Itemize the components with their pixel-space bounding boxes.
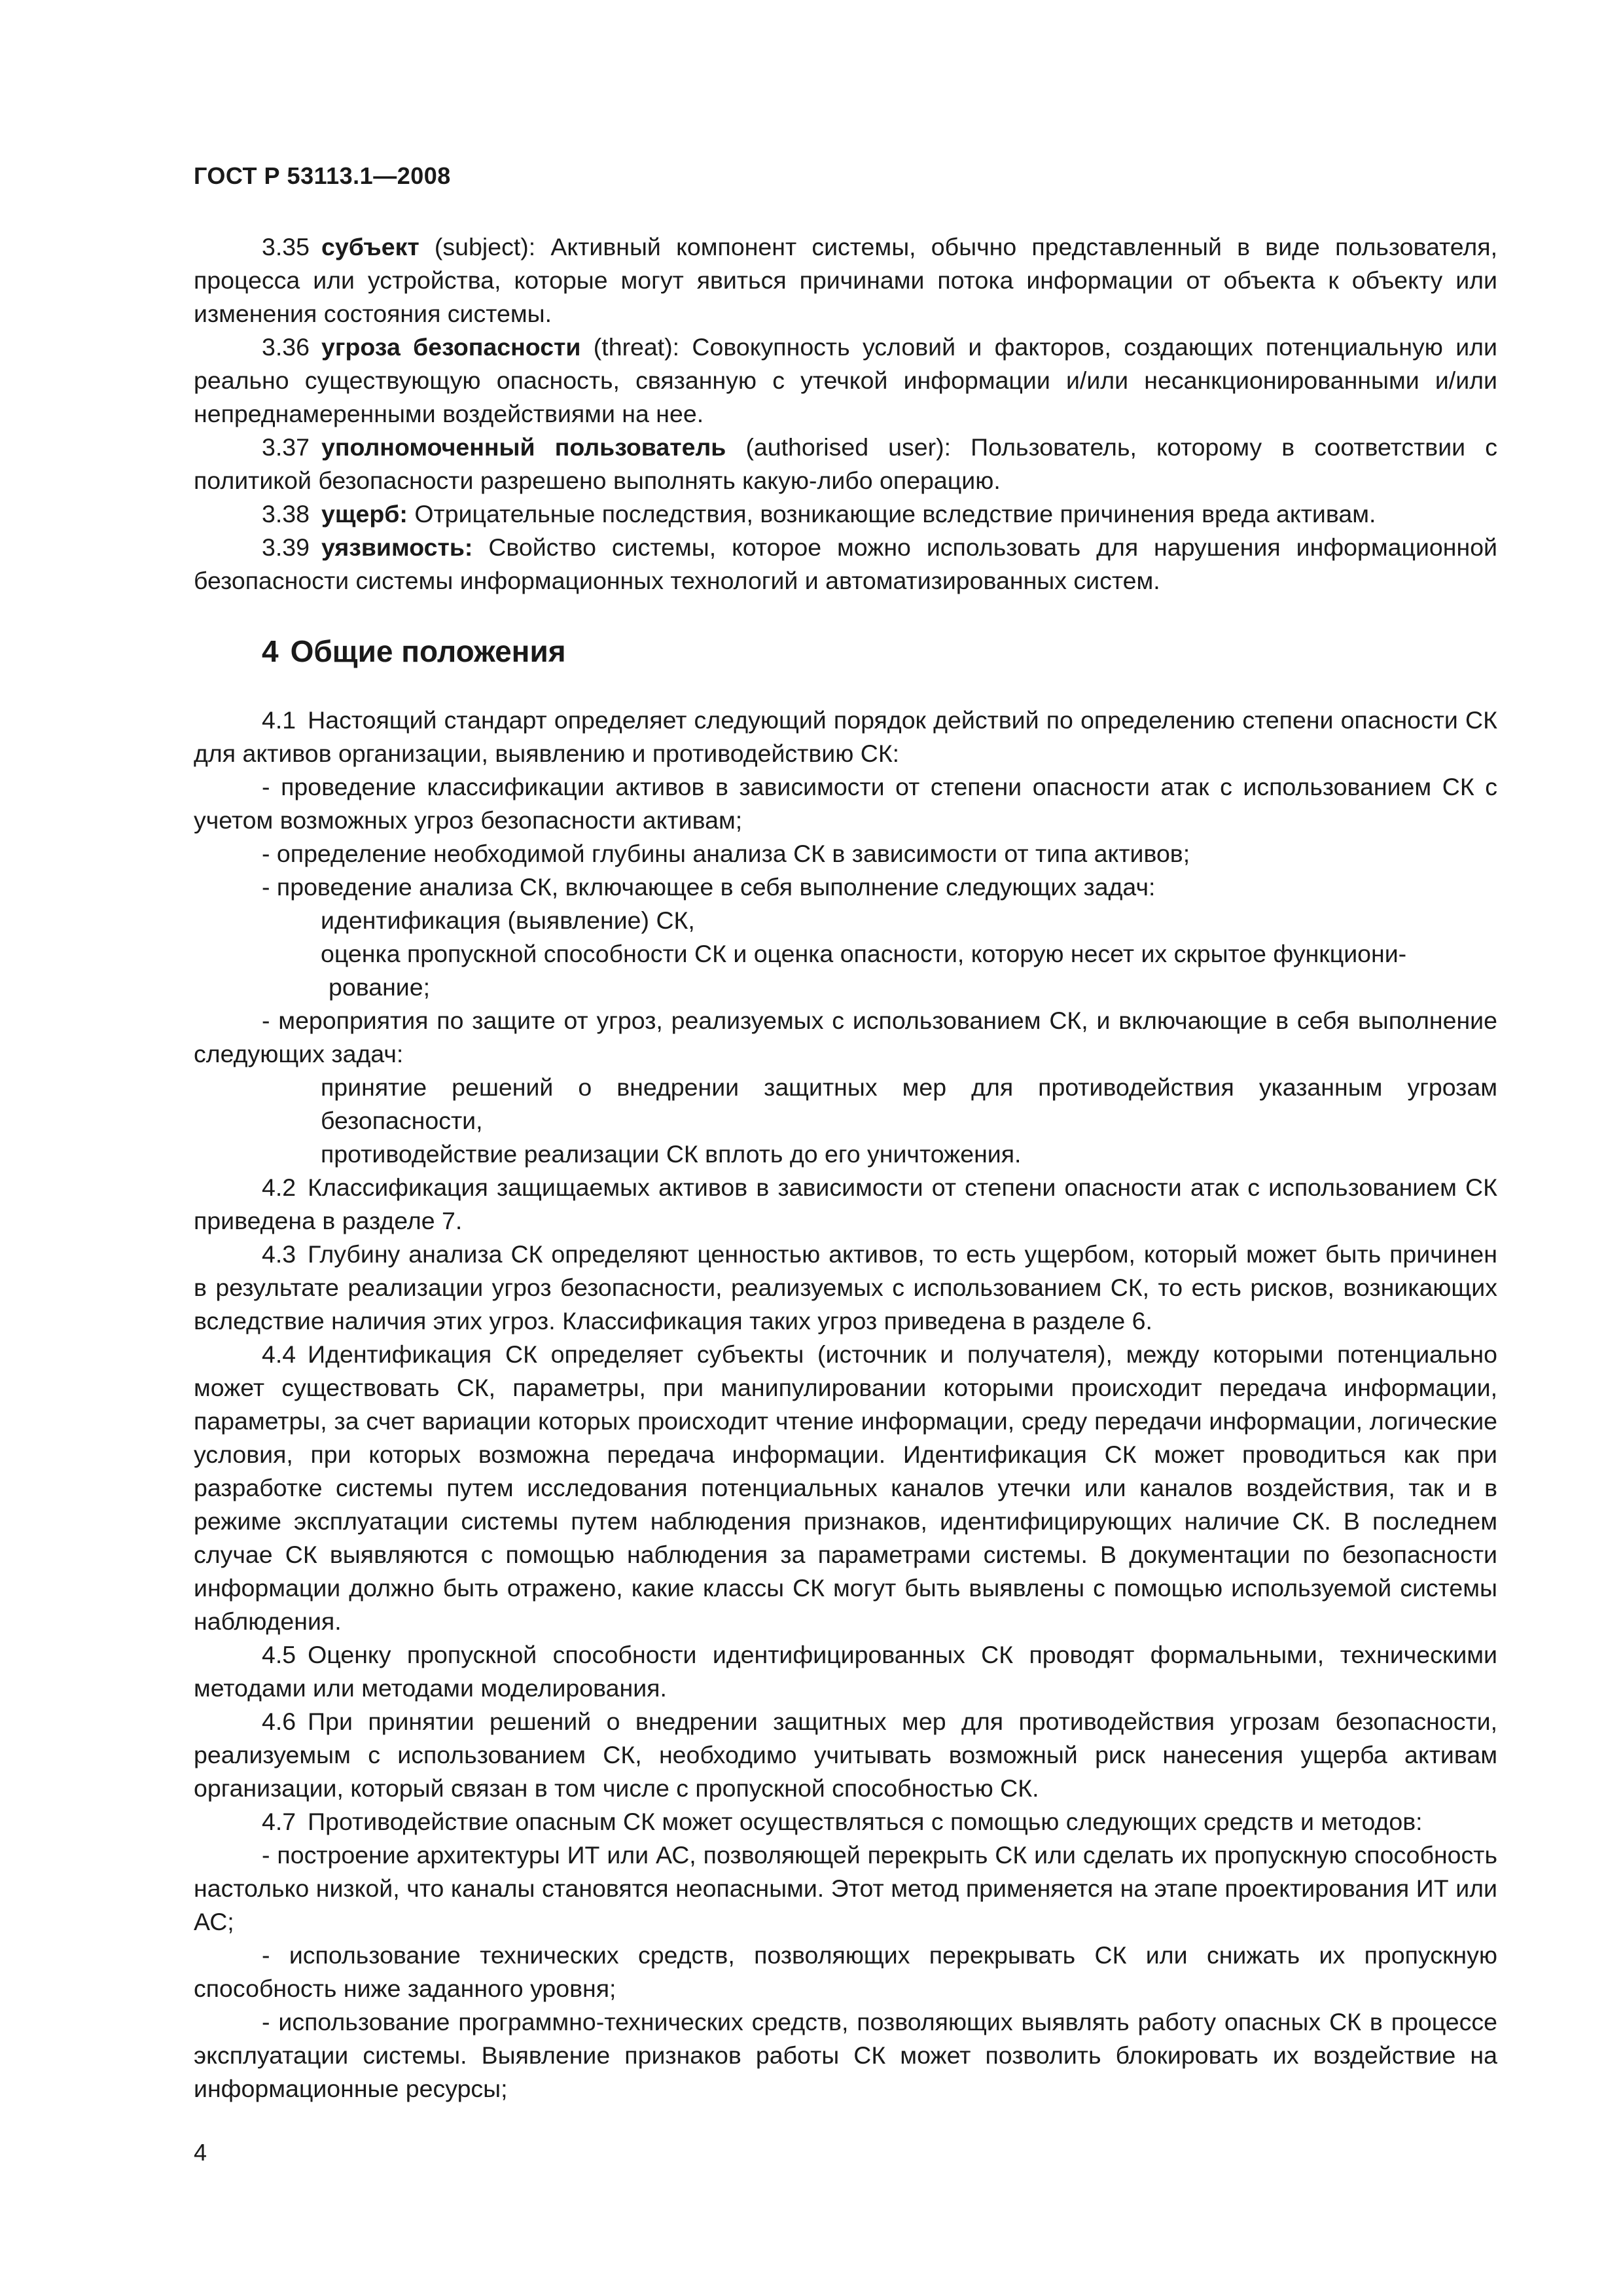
term-3-35 <box>194 230 1497 331</box>
sub-list-item <box>194 937 1497 1004</box>
sub-list-item: противодействие реализации СК вплоть до его уничтожения. <box>321 1140 1022 1168</box>
sub-list-item: идентификация (выявление) СК, <box>321 906 695 934</box>
list-item: - проведение анализа СК, включающее в себя выполнение следующих задач: <box>262 873 1156 901</box>
clause-number: 4.5 <box>262 1641 296 1668</box>
sub-list-item: принятие решений о внедрении защитных мер для противодействия указанным угрозам безопасности, <box>321 1073 1497 1134</box>
clause-number: 4.6 <box>262 1708 296 1735</box>
clause-number: 3.39 <box>262 533 310 561</box>
sub-list-item-continuation: рование; <box>329 973 430 1001</box>
clause-4-4 <box>194 1338 1497 1638</box>
clause-number: 4.4 <box>262 1340 296 1368</box>
term-3-36 <box>194 331 1497 431</box>
clause-4-7 <box>194 1805 1497 1839</box>
list-item: - определение необходимой глубины анализа СК в зависимости от типа активов; <box>262 840 1190 867</box>
section-title: Общие положения <box>290 634 566 668</box>
clause-number: 4.7 <box>262 1808 296 1835</box>
clause-text: Оценку пропускной способности идентифицированных СК проводят формальными, техническими методами или методами моделирования. <box>194 1641 1497 1702</box>
clause-text: При принятии решений о внедрении защитных мер для противодействия угрозам безопасности, реализуемым с использованием СК, необходимо учитывать возможный риск нанесения ущерба активам организации, который связан в том числе с пропускной способностью СК. <box>194 1708 1497 1802</box>
term-3-39 <box>194 531 1497 598</box>
clause-4-2 <box>194 1171 1497 1238</box>
list-item: - проведение классификации активов в зависимости от степени опасности атак с использованием СК с учетом возможных угроз безопасности активам; <box>194 773 1497 834</box>
clause-number: 3.38 <box>262 500 310 528</box>
term-3-38 <box>194 497 1497 531</box>
clause-text: Противодействие опасным СК может осуществляться с помощью следующих средств и методов: <box>308 1808 1423 1835</box>
clause-4-6 <box>194 1705 1497 1805</box>
clause-text: Настоящий стандарт определяет следующий порядок действий по определению степени опасности СК для активов организации, выявлению и противодействию СК: <box>194 706 1497 767</box>
list-item: - использование технических средств, позволяющих перекрывать СК или снижать их пропускную способность ниже заданного уровня; <box>194 1941 1497 2002</box>
clause-number: 3.36 <box>262 333 310 361</box>
page-number: 4 <box>194 2139 207 2166</box>
term-name: субъект <box>321 233 419 260</box>
list-item: - использование программно-технических средств, позволяющих выявлять работу опасных СК в процессе эксплуатации системы. Выявление признаков работы СК может позволить блокировать их воздействие на информационные ресурсы; <box>194 2008 1497 2102</box>
term-name: уязвимость: <box>321 533 473 561</box>
document-body <box>194 230 1497 2106</box>
clause-4-5 <box>194 1638 1497 1705</box>
term-definition: (threat): Совокупность условий и факторов, создающих потенциальную или реально существующую опасность, связанную с утечкой информации и/или несанкционированными и/или непреднамеренными воздействиями на нее. <box>194 333 1497 427</box>
term-definition: Отрицательные последствия, возникающие вследствие причинения вреда активам. <box>407 500 1376 528</box>
document-id-header: ГОСТ Р 53113.1—2008 <box>194 162 451 189</box>
clause-number: 4.2 <box>262 1174 296 1201</box>
term-3-37 <box>194 431 1497 497</box>
clause-text: Глубину анализа СК определяют ценностью активов, то есть ущербом, который может быть причинен в результате реализации угроз безопасности, реализуемых с использованием СК, то есть рисков, возникающих вследствие наличия этих угроз. Классификация таких угроз приведена в разделе 6. <box>194 1240 1497 1335</box>
term-definition: Свойство системы, которое можно использовать для нарушения информационной безопасности системы информационных технологий и автоматизированных систем. <box>194 533 1497 594</box>
clause-4-3 <box>194 1238 1497 1338</box>
list-item: - построение архитектуры ИТ или АС, позволяющей перекрыть СК или сделать их пропускную способность настолько низкой, что каналы становятся неопасными. Этот метод применяется на этапе проектирования ИТ или АС; <box>194 1841 1497 1935</box>
term-name: ущерб: <box>321 500 408 528</box>
clause-number: 3.35 <box>262 233 310 260</box>
term-definition: (authorised user): Пользователь, которому в соответствии с политикой безопасности разрешено выполнять какую-либо операцию. <box>194 433 1497 494</box>
clause-number: 4.1 <box>262 706 296 734</box>
clause-number: 4.3 <box>262 1240 296 1268</box>
section-number: 4 <box>262 634 279 668</box>
list-item: - мероприятия по защите от угроз, реализуемых с использованием СК, и включающие в себя выполнение следующих задач: <box>194 1007 1497 1067</box>
clause-number: 3.37 <box>262 433 310 461</box>
sub-list-item-line: оценка пропускной способности СК и оценка опасности, которую несет их скрытое функциони- <box>321 940 1407 967</box>
term-name: уполномоченный пользователь <box>321 433 726 461</box>
clause-text: Идентификация СК определяет субъекты (источник и получателя), между которыми потенциально может существовать СК, параметры, при манипулировании которыми происходит передача информации, параметры, за счет вариации которых происходит чтение информации, среду передачи информации, логические условия, при которых возможна передача информации. Идентификация СК может проводиться как при разработке системы путем исследования потенциальных каналов утечки или каналов воздействия, так и в режиме эксплуатации системы путем наблюдения признаков, идентифицирующих наличие СК. В последнем случае СК выявляются с помощью наблюдения за параметрами системы. В документации по безопасности информации должно быть отражено, какие классы СК могут быть выявлены с помощью используемой системы наблюдения. <box>194 1340 1497 1635</box>
section-heading <box>262 632 1497 671</box>
term-definition: (subject): Активный компонент системы, обычно представленный в виде пользователя, процесса или устройства, которые могут явиться причинами потока информации от объекта к объекту или изменения состояния системы. <box>194 233 1497 327</box>
clause-text: Классификация защищаемых активов в зависимости от степени опасности атак с использованием СК приведена в разделе 7. <box>194 1174 1497 1234</box>
clause-4-1 <box>194 704 1497 770</box>
term-name: угроза безопасности <box>321 333 581 361</box>
